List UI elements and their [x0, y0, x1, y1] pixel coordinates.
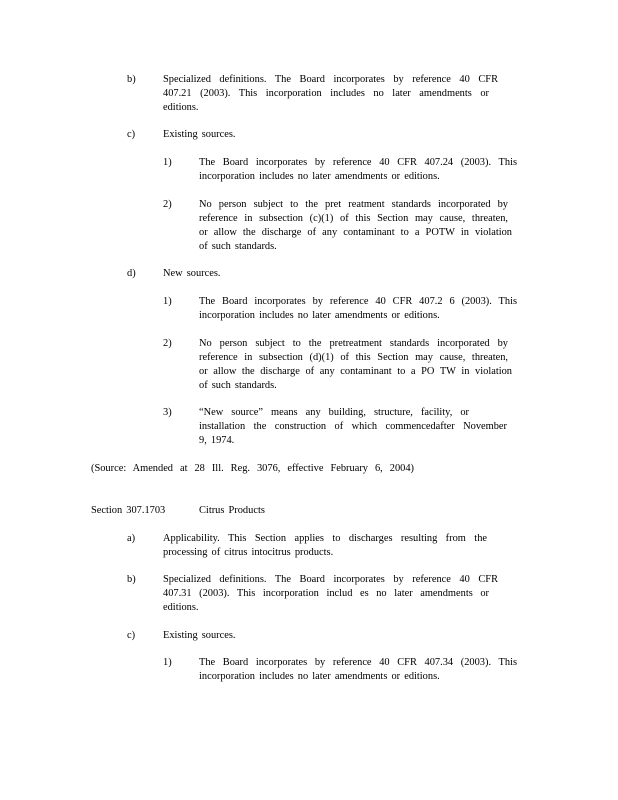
text-line: 9, 1974.: [199, 435, 235, 446]
subsection-heading: New sources.: [163, 268, 221, 279]
text-line: editions.: [163, 102, 199, 113]
subsection-label: c): [127, 129, 136, 140]
item-number: 1): [163, 657, 172, 668]
subsection-heading: Existing sources.: [163, 630, 236, 641]
text-line: “New source” means any building, structure, facility, or: [199, 407, 469, 418]
text-line: or allow the discharge of any contaminant to a POTW in violation: [199, 227, 512, 238]
item-number: 3): [163, 407, 172, 418]
item-number: 2): [163, 199, 172, 210]
item-number: 1): [163, 157, 172, 168]
subsection-label: c): [127, 630, 136, 641]
text-line: Specialized definitions. The Board incorporates by reference 40 CFR: [163, 574, 498, 585]
subsection-heading: Existing sources.: [163, 129, 236, 140]
subsection-label: b): [127, 74, 136, 85]
section-title: Citrus Products: [199, 505, 265, 516]
subsection-label: d): [127, 268, 136, 279]
text-line: The Board incorporates by reference 40 CFR 407.2 6 (2003). This: [199, 296, 517, 307]
text-line: The Board incorporates by reference 40 CFR 407.34 (2003). This: [199, 657, 517, 668]
text-line: No person subject to the pret reatment standards incorporated by: [199, 199, 508, 210]
text-line: incorporation includes no later amendments or editions.: [199, 310, 440, 321]
item-number: 2): [163, 338, 172, 349]
section-number: Section 307.1703: [91, 505, 166, 516]
text-line: 407.31 (2003). This incorporation includ es no later amendments or: [163, 588, 489, 599]
text-line: editions.: [163, 602, 199, 613]
text-line: reference in subsection (d)(1) of this Section may cause, threaten,: [199, 352, 508, 363]
text-line: of such standards.: [199, 241, 277, 252]
text-line: Applicability. This Section applies to discharges resulting from the: [163, 533, 487, 544]
text-line: or allow the discharge of any contaminant to a PO TW in violation: [199, 366, 512, 377]
source-note: (Source: Amended at 28 Ill. Reg. 3076, effective February 6, 2004): [91, 463, 414, 474]
text-line: processing of citrus intocitrus products.: [163, 547, 334, 558]
subsection-label: b): [127, 574, 136, 585]
text-line: of such standards.: [199, 380, 277, 391]
text-line: incorporation includes no later amendments or editions.: [199, 171, 440, 182]
text-line: Specialized definitions. The Board incorporates by reference 40 CFR: [163, 74, 498, 85]
item-number: 1): [163, 296, 172, 307]
text-line: 407.21 (2003). This incorporation includes no later amendments or: [163, 88, 489, 99]
text-line: reference in subsection (c)(1) of this Section may cause, threaten,: [199, 213, 508, 224]
text-line: The Board incorporates by reference 40 CFR 407.24 (2003). This: [199, 157, 517, 168]
text-line: No person subject to the pretreatment standards incorporated by: [199, 338, 508, 349]
subsection-label: a): [127, 533, 136, 544]
text-line: installation the construction of which commencedafter November: [199, 421, 507, 432]
text-line: incorporation includes no later amendments or editions.: [199, 671, 440, 682]
